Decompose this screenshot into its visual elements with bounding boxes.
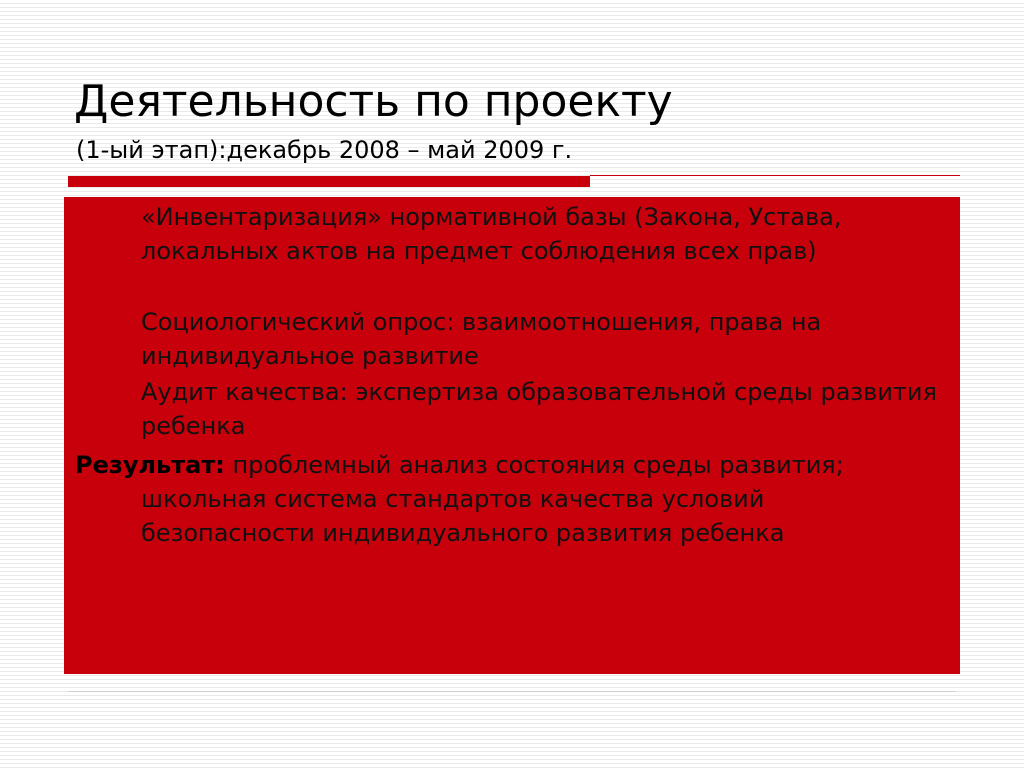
bullet-item: Социологический опрос: взаимоотношения, права на индивидуальное развитие bbox=[141, 308, 822, 370]
title-accent-line bbox=[590, 175, 960, 176]
bottom-divider bbox=[68, 691, 956, 692]
content-box bbox=[64, 197, 960, 674]
title-accent-bar bbox=[68, 176, 590, 187]
slide-subtitle: (1-ый этап):декабрь 2008 – май 2009 г. bbox=[76, 136, 573, 164]
result-paragraph bbox=[75, 448, 935, 550]
bullet-item: Аудит качества: экспертиза образовательной среды развития ребенка bbox=[141, 378, 937, 440]
result-text: проблемный анализ состояния среды развития; школьная система стандартов качества условий безопасности индивидуального развития ребенка bbox=[141, 451, 844, 547]
result-label: Результат: bbox=[75, 451, 225, 479]
slide-title: Деятельность по проекту bbox=[74, 76, 673, 127]
bullet-item: «Инвентаризация» нормативной базы (Закона, Устава, локальных актов на предмет соблюдения всех прав) bbox=[141, 203, 842, 265]
